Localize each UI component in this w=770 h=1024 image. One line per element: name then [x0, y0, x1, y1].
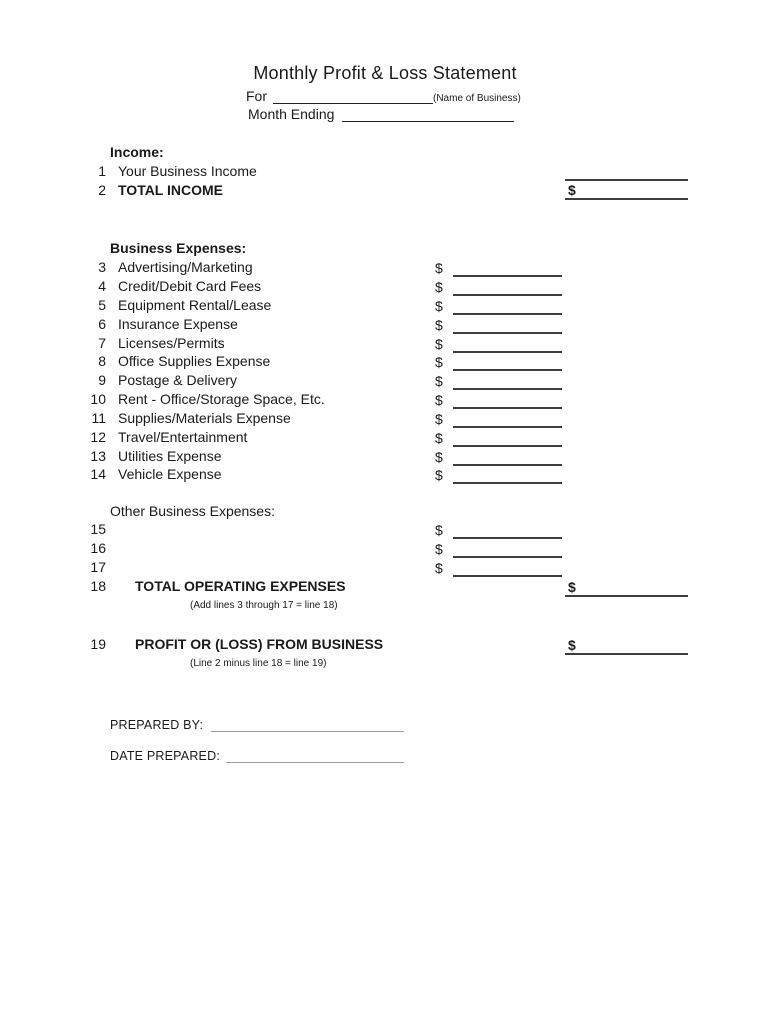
line-label: Your Business Income [118, 163, 257, 179]
line-label: Utilities Expense [118, 448, 222, 464]
amount-field[interactable] [435, 539, 562, 558]
dollar-sign: $ [435, 541, 443, 557]
line-label: Insurance Expense [118, 316, 238, 332]
dollar-sign: $ [435, 336, 443, 352]
amount-field[interactable] [435, 371, 562, 390]
date-prepared-row [110, 749, 404, 763]
expense-row [0, 409, 770, 428]
expense-row [0, 296, 770, 315]
line-number: 18 [90, 578, 106, 594]
line-number: 16 [90, 540, 106, 556]
other-expense-row [0, 539, 770, 558]
line-number: 1 [98, 163, 106, 179]
dollar-sign: $ [568, 637, 576, 653]
for-label: For [246, 88, 267, 104]
line-number: 19 [90, 636, 106, 652]
line-number: 11 [91, 410, 106, 426]
amount-field[interactable] [435, 409, 562, 428]
business-income-field[interactable] [565, 161, 688, 181]
income-row-2 [0, 181, 770, 200]
other-expenses-heading: Other Business Expenses: [110, 503, 275, 519]
dollar-sign: $ [435, 298, 443, 314]
amount-line [453, 478, 562, 484]
dollar-sign: $ [435, 430, 443, 446]
business-expenses-heading: Business Expenses: [110, 240, 247, 256]
dollar-sign: $ [435, 354, 443, 370]
line-label: Advertising/Marketing [118, 259, 253, 275]
amount-field[interactable] [435, 428, 562, 447]
total-operating-field[interactable] [565, 577, 688, 597]
expense-row [0, 428, 770, 447]
line-number: 8 [98, 353, 106, 369]
expense-row [0, 371, 770, 390]
line-number: 6 [98, 316, 106, 332]
line-number: 2 [98, 182, 106, 198]
line-label: Travel/Entertainment [118, 429, 248, 445]
dollar-sign: $ [435, 392, 443, 408]
amount-field[interactable] [435, 520, 562, 539]
month-ending-label: Month Ending [248, 106, 335, 122]
expense-row [0, 352, 770, 371]
dollar-sign: $ [435, 373, 443, 389]
line-number: 14 [90, 466, 106, 482]
dollar-sign: $ [435, 560, 443, 576]
total-income-field[interactable] [565, 181, 688, 200]
amount-field[interactable] [435, 258, 562, 277]
amount-field[interactable] [435, 296, 562, 315]
amount-field[interactable] [435, 390, 562, 409]
line-label: Rent - Office/Storage Space, Etc. [118, 391, 325, 407]
line-number: 15 [90, 521, 106, 537]
income-row-1 [0, 162, 770, 181]
prepared-by-row [110, 718, 404, 732]
line-label: TOTAL INCOME [118, 182, 223, 198]
page-title: Monthly Profit & Loss Statement [253, 63, 517, 83]
line-number: 5 [98, 297, 106, 313]
dollar-sign: $ [435, 449, 443, 465]
line-label: Equipment Rental/Lease [118, 297, 272, 313]
expense-row [0, 315, 770, 334]
amount-field[interactable] [435, 447, 562, 466]
dollar-sign: $ [435, 279, 443, 295]
dollar-sign: $ [435, 411, 443, 427]
profit-loss-note: (Line 2 minus line 18 = line 19) [190, 658, 327, 669]
other-expense-row [0, 520, 770, 539]
amount-field[interactable] [435, 558, 562, 577]
business-name-row [246, 88, 536, 104]
line-label: PROFIT OR (LOSS) FROM BUSINESS [135, 636, 384, 652]
dollar-sign: $ [435, 317, 443, 333]
prepared-by-field[interactable] [211, 728, 404, 732]
expense-row [0, 390, 770, 409]
profit-loss-field[interactable] [565, 635, 688, 655]
line-number: 10 [90, 391, 106, 407]
month-ending-row [248, 106, 528, 122]
amount-field[interactable] [435, 315, 562, 334]
line-label: Supplies/Materials Expense [118, 410, 291, 426]
total-operating-note: (Add lines 3 through 17 = line 18) [190, 600, 338, 611]
expense-row [0, 465, 770, 484]
line-label: Licenses/Permits [118, 335, 225, 351]
amount-field[interactable] [435, 465, 562, 484]
line-number: 17 [90, 559, 106, 575]
prepared-by-label: PREPARED BY: [110, 718, 204, 732]
expense-row [0, 334, 770, 353]
expense-row [0, 277, 770, 296]
line-label: Vehicle Expense [118, 466, 222, 482]
dollar-sign: $ [435, 467, 443, 483]
dollar-sign: $ [435, 260, 443, 276]
line-number: 13 [90, 448, 106, 464]
line-label: TOTAL OPERATING EXPENSES [135, 578, 346, 594]
line-label: Postage & Delivery [118, 372, 238, 388]
name-of-business-label: (Name of Business) [433, 93, 521, 104]
income-heading: Income: [110, 144, 164, 160]
expense-row [0, 447, 770, 466]
line-label: Office Supplies Expense [118, 353, 271, 369]
dollar-sign: $ [435, 522, 443, 538]
date-prepared-label: DATE PREPARED: [110, 749, 220, 763]
profit-loss-row [0, 635, 770, 655]
dollar-sign: $ [568, 182, 576, 198]
amount-field[interactable] [435, 334, 562, 353]
amount-field[interactable] [435, 277, 562, 296]
line-label: Credit/Debit Card Fees [118, 278, 262, 294]
line-number: 4 [98, 278, 106, 294]
total-operating-row [0, 577, 770, 597]
amount-field[interactable] [435, 352, 562, 371]
dollar-sign: $ [568, 579, 576, 595]
business-name-field[interactable] [273, 100, 433, 104]
expense-row [0, 258, 770, 277]
date-prepared-field[interactable] [226, 759, 404, 763]
line-number: 3 [98, 259, 106, 275]
other-expense-row [0, 558, 770, 577]
line-number: 7 [98, 335, 106, 351]
line-number: 12 [90, 429, 106, 445]
month-ending-field[interactable] [342, 118, 514, 122]
line-number: 9 [98, 372, 106, 388]
